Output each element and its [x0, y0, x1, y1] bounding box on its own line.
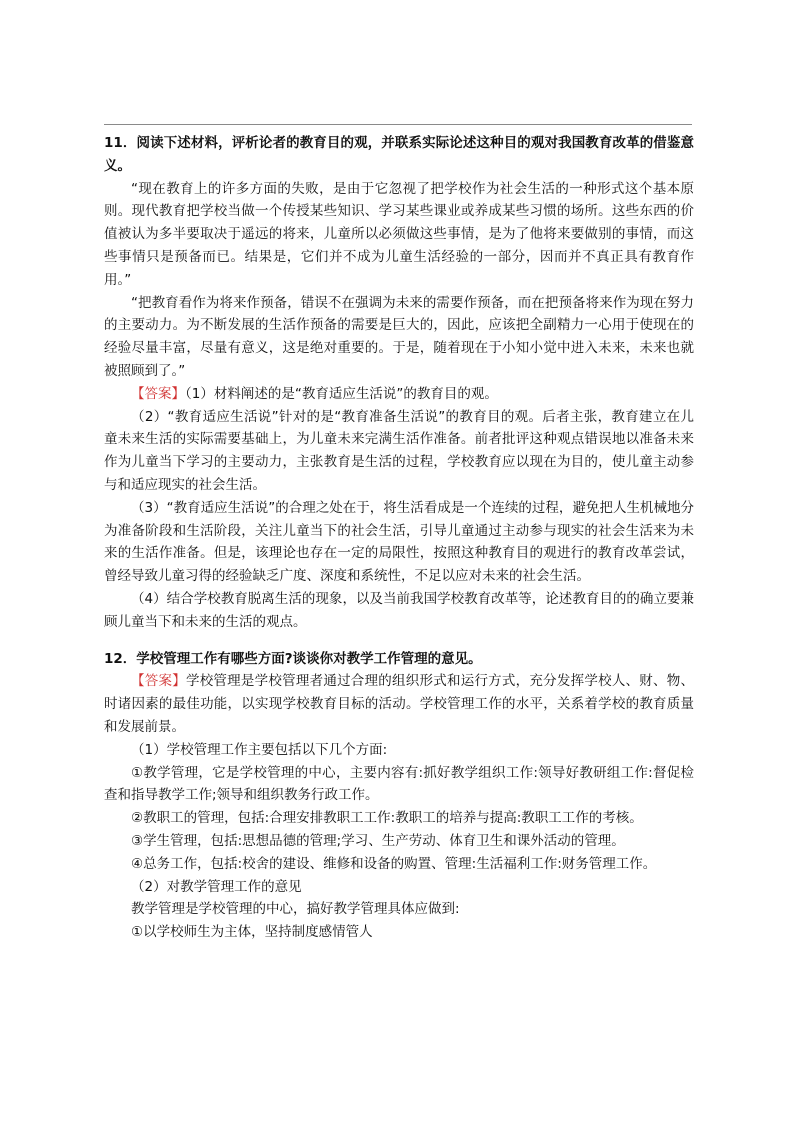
answer-12-intro-text: 学校管理是学校管理者通过合理的组织形式和运行方式，充分发挥学校人、财、物、时诸因素的最佳功能，以实现学校教育目标的活动。学校管理工作的水平，关系着学校的教育质量和发展前景。 [104, 673, 695, 735]
question-12-title [104, 648, 694, 671]
question-12-text: 学校管理工作有哪些方面?谈谈你对教学工作管理的意见。 [136, 650, 482, 667]
question-11-number: 11． [104, 135, 137, 151]
answer-12-part-2-intro: 教学管理是学校管理的中心，搞好教学管理具体应做到: [131, 901, 460, 918]
question-12-number: 12． [104, 650, 137, 667]
material-quote-1: “现在教育上的许多方面的失败，是由于它忽视了把学校作为社会生活的一种形式这个基本原则。现代教育把学校当做一个传授某些知识、学习某些课业或养成某些习惯的场所。这些东西的价值被认为多半要取决于遥远的将来，儿童所以必须做这些事情，是为了他将来要做别的事情，而这些事情只是预备而已。结果是，它们并不成为儿童生活经验的一部分，因而并不真正具有教育作用。” [104, 180, 694, 288]
answer-11-part-4: （4）结合学校教育脱离生活的现象，以及当前我国学校教育改革等，论述教育目的的确立要兼顾儿童当下和未来的生活的观点。 [104, 590, 694, 630]
answer-12-item-3: ③学生管理，包括:思想品德的管理;学习、生产劳动、体育卫生和课外活动的管理。 [131, 832, 625, 849]
answer-12-item-4: ④总务工作，包括:校舍的建设、维修和设备的购置、管理:生活福利工作:财务管理工作。 [131, 855, 657, 872]
document-body [104, 126, 694, 944]
header-rule [104, 124, 692, 125]
answer-tag: 【答案】 [131, 673, 186, 690]
question-11-text: 阅读下述材料，评析论者的教育目的观，并联系实际论述这种目的观对我国教育改革的借鉴意义。 [104, 135, 695, 174]
answer-12-item-1: ①教学管理，它是学校管理的中心，主要内容有:抓好教学组织工作:领导好教研组工作:督促检查和指导教学工作;领导和组织教务行政工作。 [104, 764, 694, 804]
answer-12-part-2: （2）对教学管理工作的意见 [131, 878, 302, 895]
answer-12-item-2: ②教职工的管理，包括:合理安排教职工工作:教职工的培养与提高:教职工工作的考核。 [131, 810, 643, 827]
answer-tag: 【答案】 [131, 385, 185, 402]
material-quote-2: “把教育看作为将来作预备，错误不在强调为未来的需要作预备，而在把预备将来作为现在努力的主要动力。为不断发展的生活作预备的需要是巨大的，因此，应该把全副精力一心用于使现在的经验尽量丰富，尽量有意义，这是绝对重要的。于是，随着现在于小知小觉中进入未来，未来也就被照顾到了。” [104, 294, 694, 379]
answer-12-intro [104, 670, 694, 738]
answer-11-part-2: （2）“教育适应生活说”针对的是“教育准备生活说”的教育目的观。后者主张，教育建立在儿童未来生活的实际需要基础上，为儿童未来完满生活作准备。前者批评这种观点错误地以准备未来作为儿童当下学习的主要动力，主张教育是生活的过程，学校教育应以现在为目的，使儿童主动参与和适应现实的社会生活。 [104, 408, 694, 493]
answer-12-part-2-item-1: ①以学校师生为主体，坚持制度感情管人 [131, 924, 373, 941]
question-11-title [104, 132, 694, 178]
answer-12-part-1: （1）学校管理工作主要包括以下几个方面: [131, 741, 388, 758]
answer-11-part-1 [104, 383, 694, 406]
answer-11-part-3: （3）“教育适应生活说”的合理之处在于，将生活看成是一个连续的过程，避免把人生机械地分为准备阶段和生活阶段，关注儿童当下的社会生活，引导儿童通过主动参与现实的社会生活来为未来的生活作准备。但是，该理论也存在一定的局限性，按照这种教育目的观进行的教育改革尝试，曾经导致儿童习得的经验缺乏广度、深度和系统性，不足以应对未来的社会生活。 [104, 499, 694, 585]
answer-11-part-1-text: （1）材料阐述的是“教育适应生活说”的教育目的观。 [185, 385, 498, 402]
